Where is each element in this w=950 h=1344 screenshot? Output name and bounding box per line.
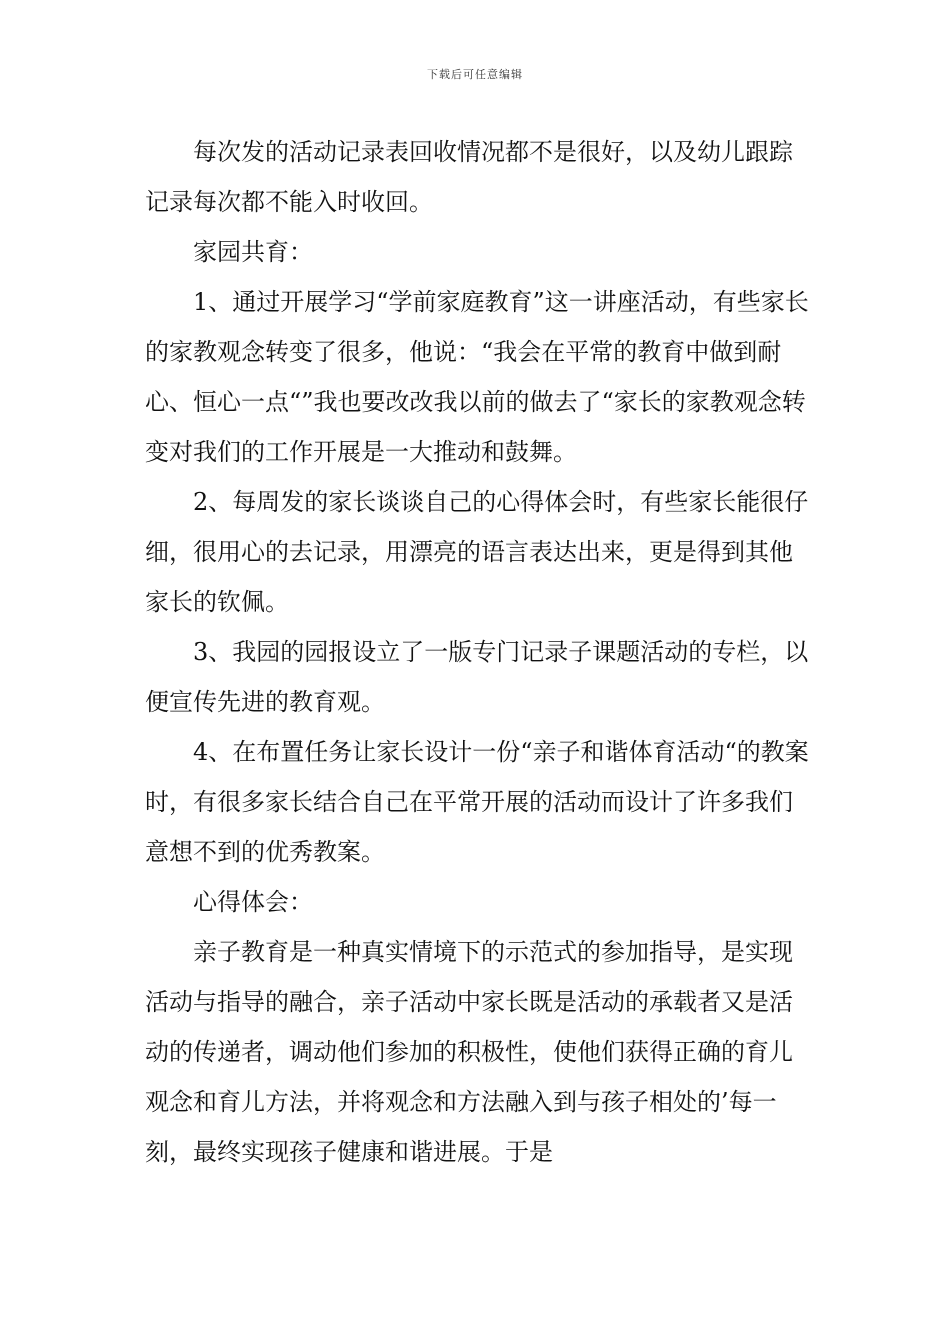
paragraph-reflections: 亲子教育是一种真实情境下的示范式的参加指导，是实现活动与指导的融合，亲子活动中家长既是活动的承载者又是活动的传递者，调动他们参加的积极性，使他们获得正确的育儿观念和育儿方法，并将观念和方法融入到与孩子相处的’每一刻，最终实现孩子健康和谐进展。于是 — [145, 938, 793, 1166]
header-note: 下载后可任意编辑 — [427, 68, 523, 81]
paragraph-item-4: 4、在布置任务让家长设计一份“亲子和谐体育活动“的教案时，有很多家长结合自己在平常开展的活动而设计了许多我们意想不到的优秀教案。 — [145, 738, 809, 866]
body-text — [145, 127, 813, 1177]
heading-reflections: 心得体会： — [193, 888, 313, 916]
paragraph-item-3: 3、我园的园报设立了一版专门记录子课题活动的专栏，以便宣传先进的教育观。 — [145, 638, 809, 716]
paragraph-item-2: 2、每周发的家长谈谈自己的心得体会时，有些家长能很仔细，很用心的去记录，用漂亮的语言表达出来，更是得到其他家长的钦佩。 — [145, 488, 809, 616]
paragraph-item-1: 1、通过开展学习“学前家庭教育”这一讲座活动，有些家长的家教观念转变了很多，他说：“我会在平常的教育中做到耐心、恒心一点“”我也要改改我以前的做去了“家长的家教观念转变对我们的工作开展是一大推动和鼓舞。 — [145, 288, 809, 466]
paragraph-record-collection: 每次发的活动记录表回收情况都不是很好，以及幼儿跟踪记录每次都不能入时收回。 — [145, 138, 793, 216]
heading-home-school: 家园共育： — [193, 238, 313, 266]
